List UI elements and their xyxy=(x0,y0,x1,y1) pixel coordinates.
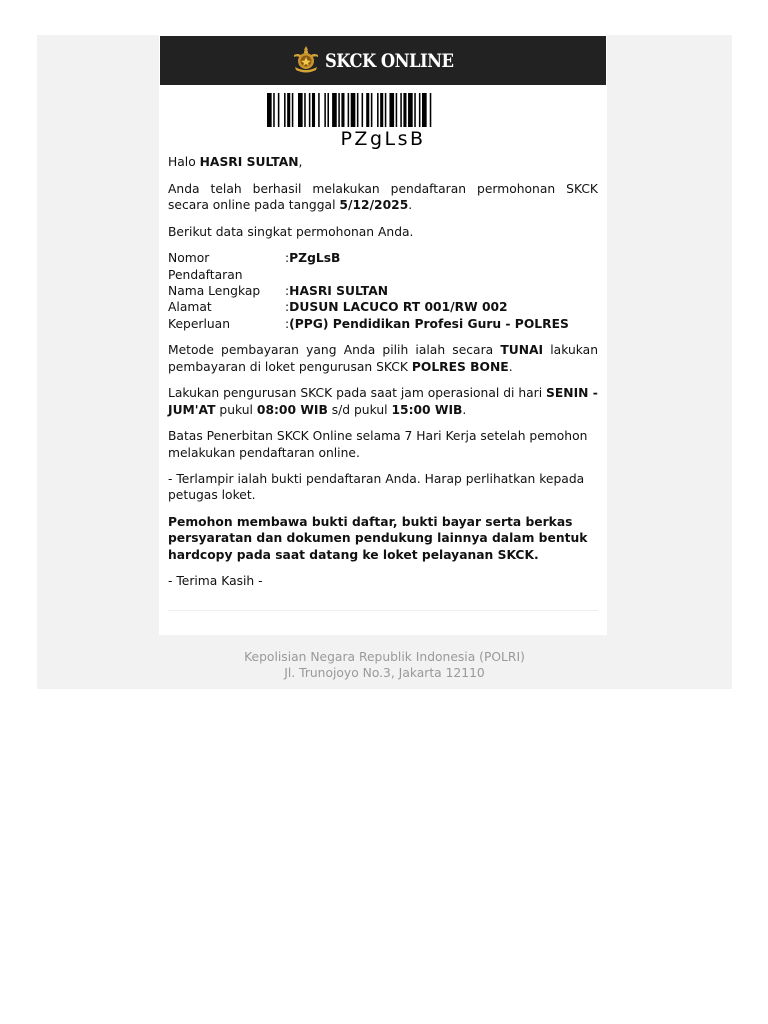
barcode-code: PZgLsB xyxy=(340,128,426,150)
barcode-bar xyxy=(351,93,356,127)
barcode-bar xyxy=(292,93,294,127)
closing-text: - Terima Kasih - xyxy=(168,574,263,589)
barcode-bar xyxy=(366,93,369,127)
barcode-bar xyxy=(408,93,413,127)
footer-address: Jl. Trunojoyo No.3, Jakarta 12110 xyxy=(284,666,485,681)
barcode-bar xyxy=(267,93,272,127)
registration-info-table xyxy=(168,250,569,331)
info-label: Alamat xyxy=(168,300,212,315)
barcode-bar xyxy=(309,93,311,127)
attachment-paragraph: - Terlampir ialah bukti pendaftaran Anda. Harap perlihatkan kepada petugas loket. xyxy=(168,472,585,503)
email-card xyxy=(159,35,607,635)
email-footer xyxy=(37,649,732,682)
intro-paragraph: Anda telah berhasil melakukan pendaftaran permohonan SKCK secara online pada tanggal 5/12/2025. xyxy=(168,181,598,212)
info-value xyxy=(285,283,569,299)
info-value-text: DUSUN LACUCO RT 001/RW 002 xyxy=(289,300,508,315)
payment-paragraph: Metode pembayaran yang Anda pilih ialah secara TUNAI lakukan pembayaran di loket pengurusan SKCK POLRES BONE. xyxy=(168,343,598,374)
barcode-bar xyxy=(422,93,427,127)
info-label: Keperluan xyxy=(168,316,230,331)
barcode-bar xyxy=(400,93,402,127)
barcode-bar xyxy=(362,93,364,127)
info-separator: : xyxy=(285,316,290,331)
barcode-bar xyxy=(385,93,387,127)
barcode-bar xyxy=(348,93,350,127)
info-separator: : xyxy=(285,251,290,266)
barcode-bar xyxy=(284,93,286,127)
greeting: Halo HASRI SULTAN, xyxy=(168,155,303,169)
barcode-bar xyxy=(332,93,337,127)
info-value-text: (PPG) Pendidikan Profesi Guru - POLRES xyxy=(289,316,569,331)
hours-paragraph: Lakukan pengurusan SKCK pada saat jam operasional di hari SENIN - JUM'AT pukul 08:00 WIB s/d pukul 15:00 WIB. xyxy=(168,386,598,417)
barcode-bar xyxy=(380,93,383,127)
barcode-bar xyxy=(287,93,290,127)
barcode-bar xyxy=(419,93,421,127)
barcode-bar xyxy=(371,93,373,127)
skck-logo xyxy=(291,45,474,77)
barcode-bar xyxy=(357,93,359,127)
info-value-text: HASRI SULTAN xyxy=(289,283,389,298)
barcode-bar xyxy=(278,93,280,127)
payment-location: POLRES BONE xyxy=(411,359,509,374)
info-row xyxy=(168,283,569,299)
barcode-bar xyxy=(327,93,329,127)
barcode-bar xyxy=(414,93,416,127)
info-separator: : xyxy=(285,283,290,298)
info-value xyxy=(285,299,569,315)
barcode-bar xyxy=(324,93,326,127)
info-row xyxy=(168,250,569,283)
requirements-paragraph: Pemohon membawa bukti daftar, bukti bayar serta berkas persyaratan dan dokumen pendukung lainnya dalam bentuk hardcopy pada saat datang ke loket pelayanan SKCK. xyxy=(168,515,588,562)
deadline-paragraph: Batas Penerbitan SKCK Online selama 7 Hari Kerja setelah pemohon melakukan pendaftaran online. xyxy=(168,429,588,460)
footer-organization: Kepolisian Negara Republik Indonesia (POLRI) xyxy=(244,650,525,664)
barcode-bar xyxy=(396,93,398,127)
hours-days: SENIN - JUM'AT xyxy=(168,386,598,417)
summary-text: Berikut data singkat permohonan Anda. xyxy=(168,224,414,239)
info-row xyxy=(168,316,569,332)
barcode-bar xyxy=(403,93,406,127)
applicant-name: HASRI SULTAN xyxy=(199,155,299,169)
barcode-bars xyxy=(263,93,503,127)
barcode-bar xyxy=(298,93,303,127)
barcode-bar xyxy=(389,93,394,127)
barcode-bar xyxy=(338,93,340,127)
info-value xyxy=(285,316,569,332)
registration-date: 5/12/2025 xyxy=(339,197,409,212)
info-row xyxy=(168,299,569,315)
info-label: Nomor Pendaftaran xyxy=(168,251,243,282)
email-background xyxy=(37,35,732,689)
hours-end: 15:00 WIB xyxy=(391,402,463,417)
info-value-text: PZgLsB xyxy=(289,251,341,266)
barcode-bar xyxy=(312,93,315,127)
info-separator: : xyxy=(285,300,290,315)
email-body xyxy=(168,154,598,600)
logo-text: SKCK ONLINE xyxy=(325,49,454,72)
barcode-bar xyxy=(377,93,379,127)
barcode-bar xyxy=(430,93,432,127)
payment-method: TUNAI xyxy=(500,343,544,358)
barcode xyxy=(159,93,607,150)
email-header xyxy=(160,36,606,85)
divider xyxy=(168,610,598,611)
barcode-bar xyxy=(318,93,320,127)
info-value xyxy=(285,250,569,283)
polri-emblem-icon xyxy=(291,45,321,77)
info-label: Nama Lengkap xyxy=(168,283,261,298)
barcode-bar xyxy=(341,93,344,127)
hours-start: 08:00 WIB xyxy=(256,402,328,417)
barcode-bar xyxy=(273,93,275,127)
barcode-bar xyxy=(304,93,306,127)
